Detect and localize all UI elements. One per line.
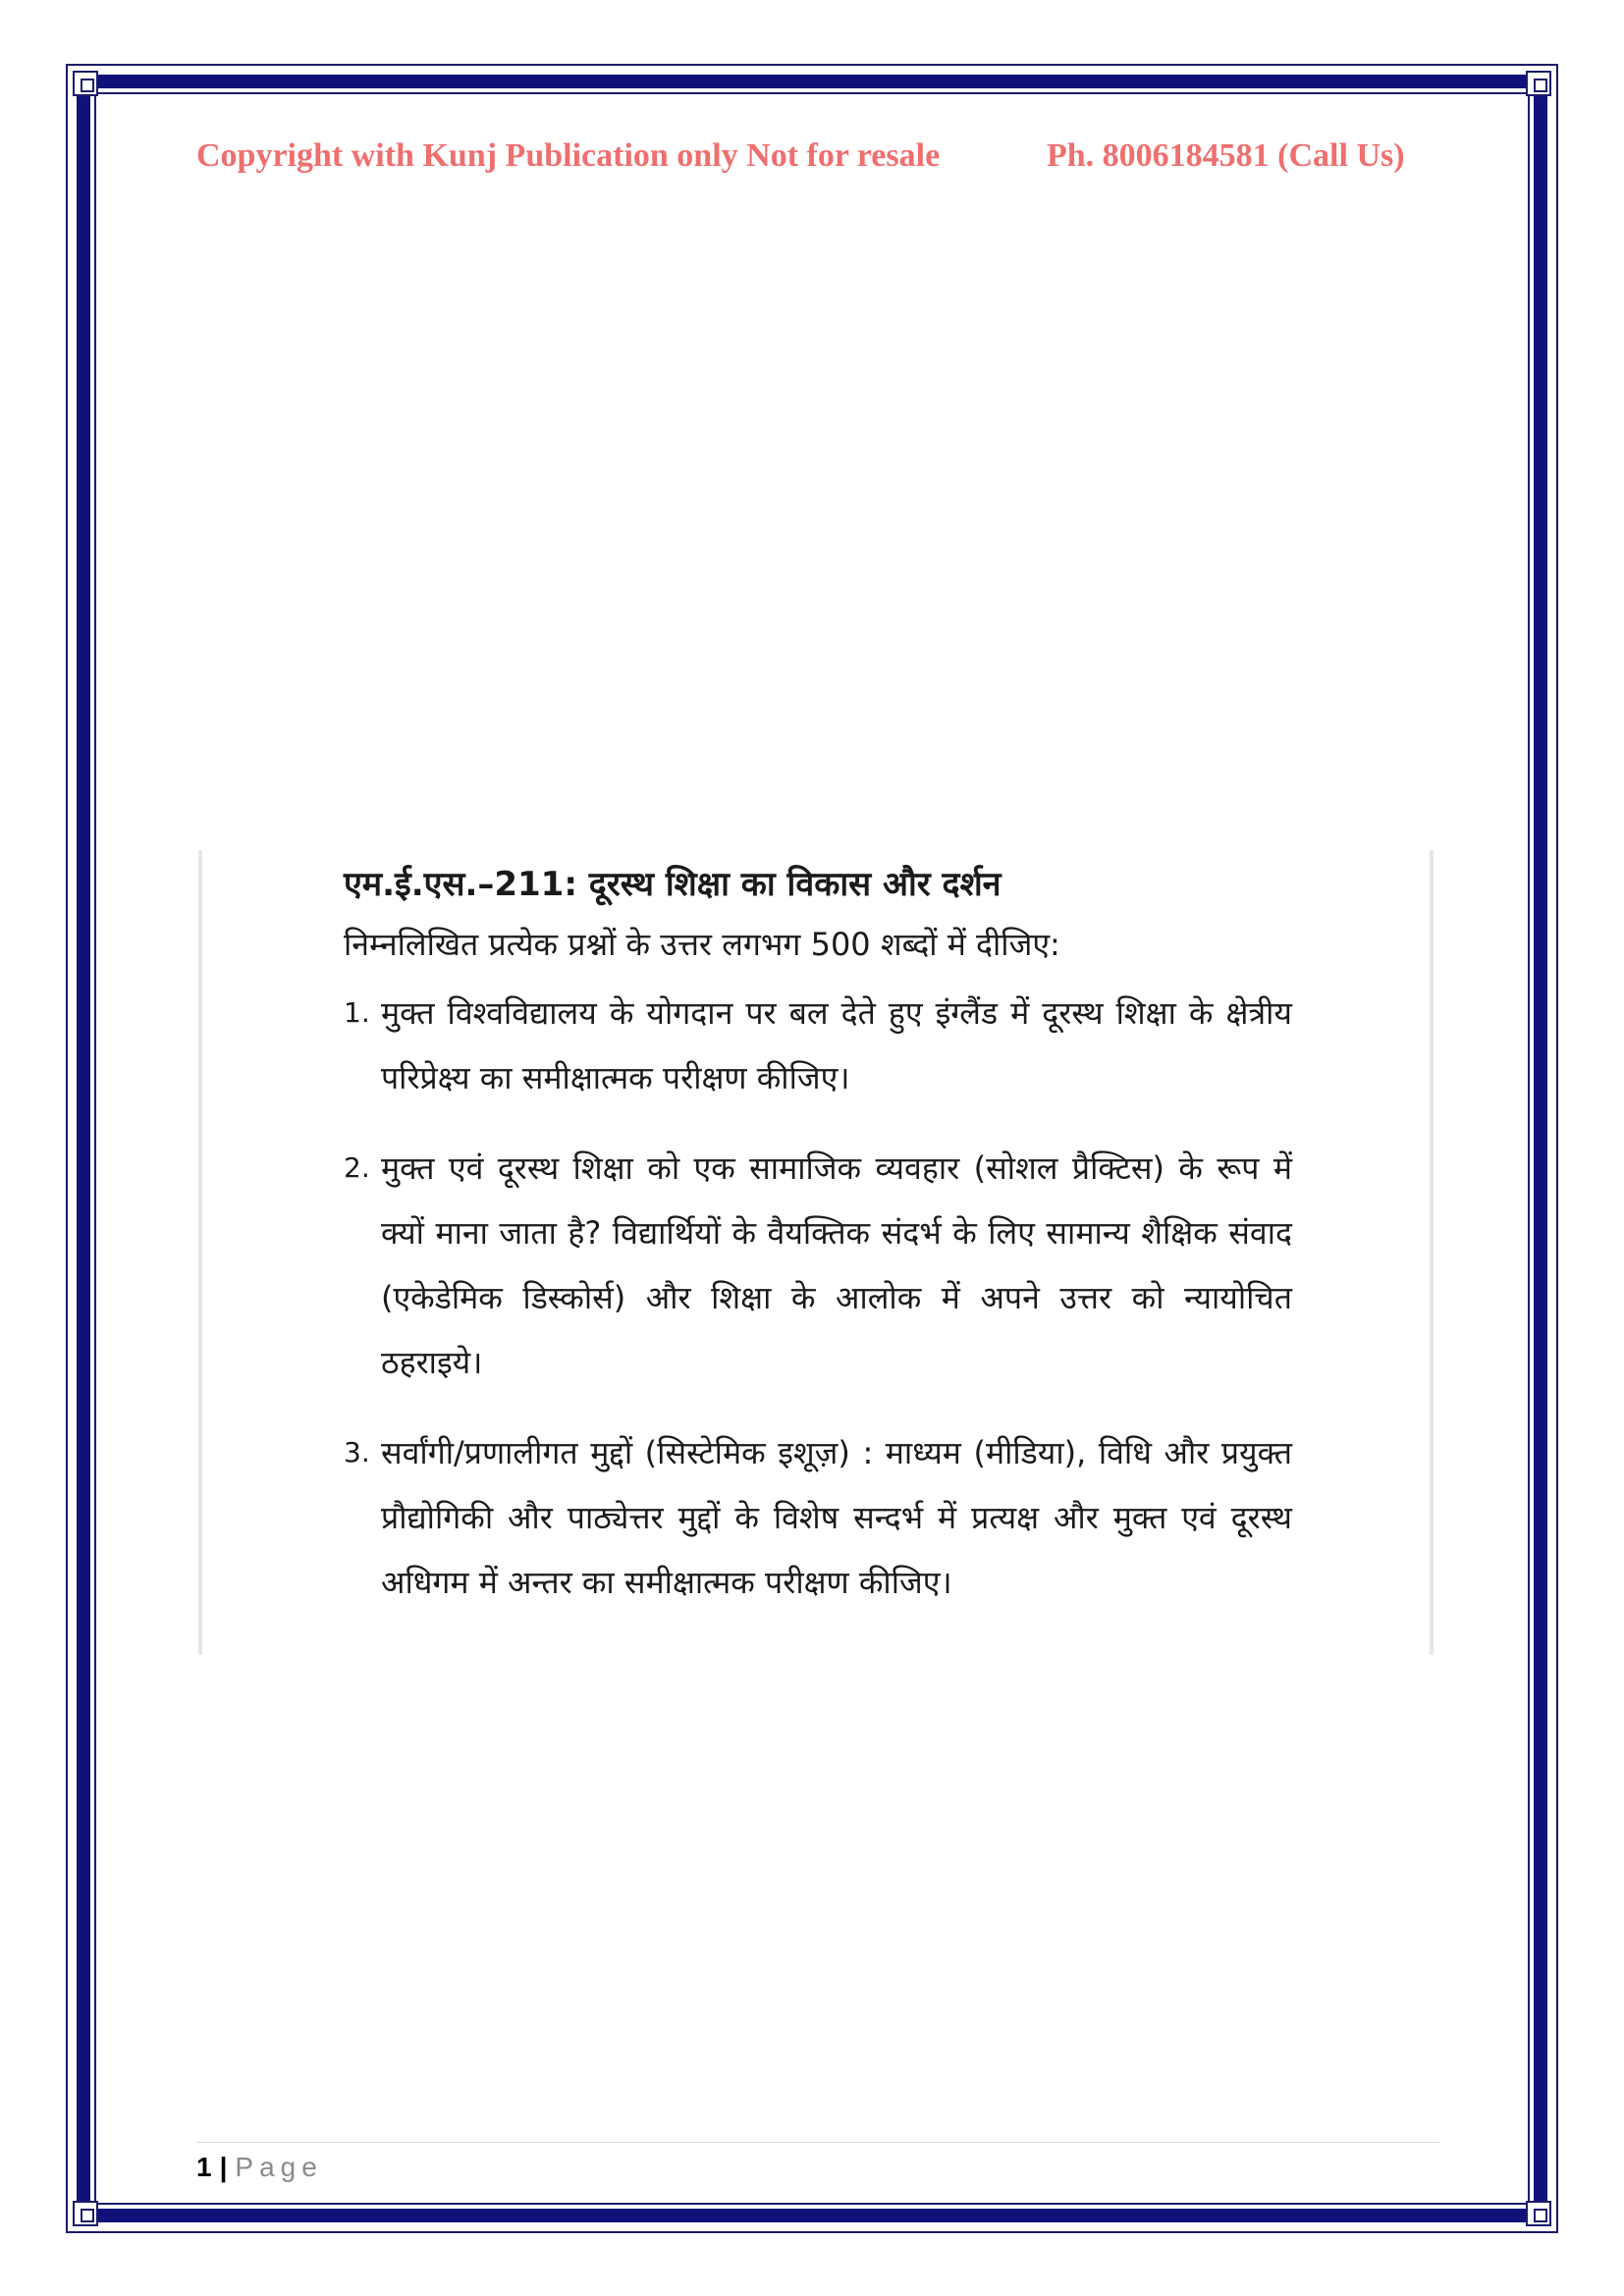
question-number: 2. <box>344 1151 370 1184</box>
border-corner-ornament <box>73 2201 98 2226</box>
contact-phone: Ph. 8006184581 (Call Us) <box>1047 137 1405 174</box>
question-number: 3. <box>344 1436 370 1468</box>
border-corner-ornament <box>73 71 98 96</box>
page-label: Page <box>235 2152 323 2182</box>
border-corner-ornament <box>1526 2201 1551 2226</box>
question-list <box>344 981 1292 1615</box>
question-item <box>344 1420 1292 1615</box>
paper-title: एम.ई.एस.–211: दूरस्थ शिक्षा का विकास और दर्शन <box>344 865 1001 904</box>
question-item <box>344 1136 1292 1395</box>
question-text: सर्वांगी/प्रणालीगत मुद्दों (सिस्टेमिक इशूज़) : माध्यम (मीडिया), विधि और प्रयुक्त प्रौद्योगिकी और पाठ्येत्तर मुद्दों के विशेष सन्दर्भ में प्रत्यक्ष और मुक्त एवं दूरस्थ अधिगम में अन्तर का समीक्षात्मक परीक्षण कीजिए। <box>381 1434 1292 1601</box>
question-text: मुक्त एवं दूरस्थ शिक्षा को एक सामाजिक व्यवहार (सोशल प्रैक्टिस) के रूप में क्यों माना जाता है? विद्यार्थियों के वैयक्तिक संदर्भ के लिए सामान्य शैक्षिक संवाद (एकेडेमिक डिस्कोर्स) और शिक्षा के आलोक में अपने उत्तर को न्यायोचित ठहराइये। <box>381 1149 1292 1381</box>
footer-separator: | <box>219 2152 228 2182</box>
footer-divider <box>196 2142 1439 2143</box>
border-corner-ornament <box>1526 71 1551 96</box>
question-number: 1. <box>344 996 370 1029</box>
question-paper <box>344 860 1292 1640</box>
page-footer <box>196 2152 323 2183</box>
copyright-notice: Copyright with Kunj Publication only Not for resale <box>196 137 941 174</box>
page-number: 1 <box>196 2152 212 2182</box>
paper-instruction: निम्नलिखित प्रत्येक प्रश्नों के उत्तर लगभग 500 शब्दों में दीजिए: <box>344 926 1060 963</box>
question-item <box>344 981 1292 1110</box>
question-text: मुक्त विश्वविद्यालय के योगदान पर बल देते हुए इंग्लैंड में दूरस्थ शिक्षा के क्षेत्रीय परिप्रेक्ष्य का समीक्षात्मक परीक्षण कीजिए। <box>381 994 1292 1096</box>
page-header <box>196 137 1434 175</box>
